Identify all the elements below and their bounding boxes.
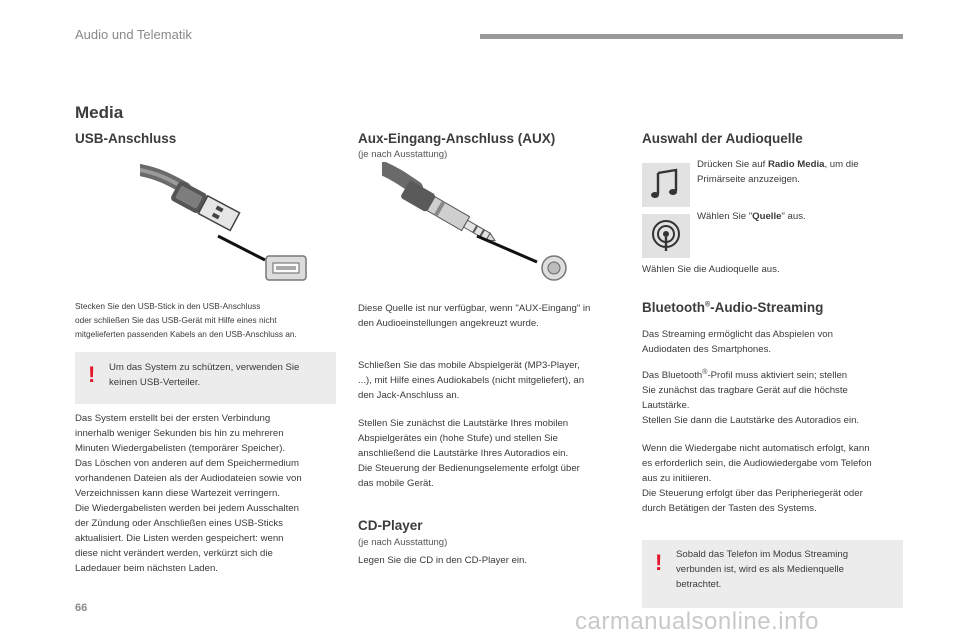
- source-step-3: Wählen Sie die Audioquelle aus.: [642, 264, 780, 275]
- aux-availability-note: (je nach Ausstattung): [358, 149, 448, 160]
- warning-icon: !: [88, 362, 96, 387]
- page-number: 66: [75, 602, 88, 614]
- bluetooth-paragraph-1: Das Streaming ermöglicht das Abspielen von Audiodaten des Smartphones.: [642, 329, 833, 355]
- warning-icon: !: [655, 550, 663, 575]
- music-note-icon: [642, 163, 690, 207]
- usb-warning-text: Um das System zu schützen, verwenden Sie keinen USB-Verteiler.: [109, 362, 300, 388]
- cd-heading: CD-Player: [358, 518, 423, 533]
- bluetooth-warning-text: Sobald das Telefon im Modus Streaming verbunden ist, wird es als Medienquelle betrachtet.: [676, 549, 849, 590]
- usb-plug-illustration: [140, 162, 310, 282]
- source-heading: Auswahl der Audioquelle: [642, 131, 803, 146]
- bluetooth-paragraph-3: Wenn die Wiedergabe nicht automatisch erfolgt, kann es erforderlich sein, die Audiowiedergabe vom Telefon aus zu initiieren. Die Steuerung erfolgt über das Peripheriegerät oder durch Betätigen der Tasten des Systems.: [642, 443, 872, 514]
- bluetooth-paragraph-2: Das Bluetooth®-Profil muss aktiviert sein; stellen Sie zunächst das tragbare Gerät auf die höchste Lautstärke. Stellen Sie dann die Lautstärke des Autoradios ein.: [642, 369, 860, 427]
- aux-paragraph-1: Diese Quelle ist nur verfügbar, wenn "AUX-Eingang" in den Audioeinstellungen angekreuzt wurde.: [358, 303, 591, 329]
- usb-body-text: Das System erstellt bei der ersten Verbindung innerhalb weniger Sekunden bis hin zu mehreren Minuten Wiedergabelisten (temporärer Speicher). Das Löschen von anderen auf dem Speichermedium vorhandenen Dateien als der Audiodateien sowie von Verzeichnissen kann diese Wartezeit verringern. Die Wiedergabelisten werden bei jedem Ausschalten der Zündung oder Anschließen eines USB-Sticks aktualisiert. Die Listen werden gespeichert: wenn diese nicht verändert werden, verkürzt sich die Ladedauer beim nächsten Laden.: [75, 413, 302, 574]
- radio-media-button-box: [642, 163, 690, 207]
- cd-text: Legen Sie die CD in den CD-Player ein.: [358, 555, 528, 566]
- watermark: carmanualsonline.info: [575, 608, 819, 635]
- aux-heading: Aux-Eingang-Anschluss (AUX): [358, 131, 556, 146]
- source-button-box: [642, 214, 690, 258]
- usb-caption: Stecken Sie den USB-Stick in den USB-Anschluss oder schließen Sie das USB-Gerät mit Hilfe eines nicht mitgelieferten passenden Kabels an den USB-Anschluss an.: [75, 301, 297, 339]
- source-step-1: Drücken Sie auf Radio Media, um die Primärseite anzuzeigen.: [697, 159, 859, 185]
- aux-paragraph-2: Schließen Sie das mobile Abspielgerät (MP3-Player, ...), mit Hilfe eines Audiokabels (nicht mitgeliefert), an den Jack-Anschluss an.: [358, 360, 585, 401]
- source-icon: [642, 214, 690, 258]
- source-step-2: Wählen Sie "Quelle" aus.: [697, 211, 806, 222]
- bluetooth-heading: Bluetooth®-Audio-Streaming: [642, 300, 824, 315]
- running-header: Audio und Telematik: [75, 27, 192, 42]
- aux-jack-illustration: [382, 162, 582, 282]
- page-title: Media: [75, 103, 124, 122]
- cd-availability-note: (je nach Ausstattung): [358, 537, 448, 548]
- usb-heading: USB-Anschluss: [75, 131, 177, 146]
- header-bar: [480, 34, 903, 39]
- aux-paragraph-3: Stellen Sie zunächst die Lautstärke Ihres mobilen Abspielgerätes ein (hohe Stufe) und stellen Sie anschließend die Lautstärke Ihres Autoradios ein. Die Steuerung der Bedienungselemente erfolgt über das mobile Gerät.: [358, 418, 580, 489]
